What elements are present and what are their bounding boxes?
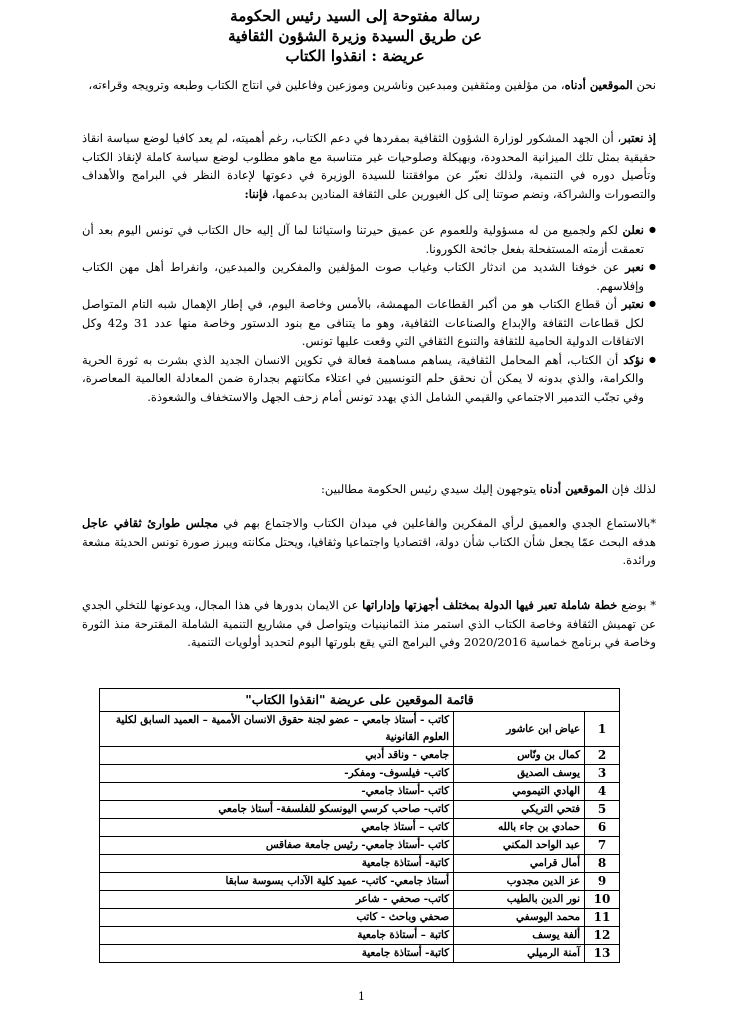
signer-description: كاتبة- أستاذة جامعية [100,855,454,873]
row-number: 10 [585,891,620,909]
signer-description: كاتب -أستاذ جامعي- [100,783,454,801]
table-row [100,855,620,873]
signers-table [99,688,620,963]
signer-name: فتحي التريكي [454,801,585,819]
table-caption-row [100,689,620,712]
signer-name: آمنة الرميلي [454,945,585,963]
list-item [82,221,656,258]
document-header [120,6,590,66]
bullet-keyword: نعتبر [621,297,645,311]
bullet-keyword: نعلن [622,223,644,237]
signer-name: عز الدين مجدوب [454,873,585,891]
row-number: 1 [585,712,620,747]
intro-paragraph [82,76,656,95]
intro-rest: ، من مؤلفين ومثقفين ومبدعين وناشرين وموزعين وفاعلين في انتاج الكتاب وطبعه وترويجه وقراءته، [88,78,565,92]
table-row [100,801,620,819]
demand1-text-after: هدفه البحث عمّا يجعل شأن الكتاب شأن دولة، اقتصاديا واجتماعيا وثقافيا، ويحتل مكانته ويبرز صورة تونس الحديثة مشعة ورائدة. [82,534,656,567]
signer-description: كاتبة- أستاذة جامعية [100,945,454,963]
demand2-text-after: عن الايمان بدورها في هذا المجال، ويدعونها للتخلي الجدي عن تهميش الثقافة وخاصة الكتاب الذي استمر منذ الثمانينيات ويتواصل في مشاريع التنمية الشاملة المقترحة منذ الثورة وخاصة في برنامج خماسية 2020/2016 وفي البرامج التي يقع بلورتها اليوم لتحديد أولويات التنمية. [82,598,656,649]
signer-name: يوسف الصديق [454,765,585,783]
table-row [100,891,620,909]
signer-name: حمادي بن جاء بالله [454,819,585,837]
signer-description: كاتب- صاحب كرسي اليونسكو للفلسفة- أستاذ جامعي [100,801,454,819]
intro-lead: نحن [636,78,656,92]
signer-name: الهادي التيمومي [454,783,585,801]
signer-name: أمال قرامي [454,855,585,873]
bullet-text: لكم ولجميع من له مسؤولية وللعموم عن عميق حيرتنا واستيائنا لما آل إليه حال الكتاب في تونس اليوم بعد أن تعمقت أزمته المستفحلة بفعل جائحة الكورونا. [82,223,644,256]
row-number: 12 [585,927,620,945]
bullet-text: أن الكتاب، أهم المحامل الثقافية، يساهم مساهمة فعالة في تكوين الانسان الجديد الذي بشرت به ثورة الحرية والكرامة، والذي بدونه لا يمكن أن نحقق حلم التونسيين في اعتلاء مكانتهم بجدارة ضمن المعادلة العالمية المعاصرة، وفي تجنّب التدمير الاجتماعي والقيمي الشامل الذي يهدد تونس أمام زحف الجهل والاستخفاف والشعوذة. [82,352,644,404]
signer-description: أستاذ جامعي- كاتب- عميد كلية الآداب بسوسة سابقا [100,873,454,891]
demands-intro-bold: الموقعين أدناه [539,482,609,496]
table-row [100,927,620,945]
table-row [100,837,620,855]
demand1-bold: مجلس طوارئ ثقافي عاجل [82,516,219,530]
row-number: 13 [585,945,620,963]
bullet-keyword: نعبر [625,260,645,274]
title-line-2: عن طريق السيدة وزيرة الشؤون الثقافية [228,27,482,45]
row-number: 5 [585,801,620,819]
bullet-keyword: نؤكد [623,352,644,367]
signer-description: كاتب- فيلسوف- ومفكر- [100,765,454,783]
signer-description: صحفي وباحث - كاتب [100,909,454,927]
row-number: 9 [585,873,620,891]
signer-name: محمد اليوسفي [454,909,585,927]
row-number: 3 [585,765,620,783]
considering-paragraph [82,129,656,203]
row-number: 6 [585,819,620,837]
signer-name: ألفة يوسف [454,927,585,945]
demand2-bold: خطة شاملة تعبر فيها الدولة بمختلف أجهزتها وإداراتها [362,598,618,612]
signer-description: كاتب - أستاذ جامعي – عضو لجنة حقوق الانسان الأممية – العميد السابق لكلية العلوم القانونية [100,712,454,747]
demands-intro-lead: لذلك فإن [611,482,656,496]
positions-list [82,221,656,406]
demand-comprehensive-plan [82,596,656,652]
signer-description: جامعي - وناقد أدبي [100,747,454,765]
demand1-text-before: *بالاستماع الجدي والعميق لرأي المفكرين والفاعلين في ميدان الكتاب والاجتماع بهم في [223,516,657,530]
bullet-text: عن خوفنا الشديد من اندثار الكتاب وغياب صوت المؤلفين والمفكرين والمبدعين، وانفراط أهل مهن الكتاب وإفلاسهم. [82,260,644,293]
table-row [100,909,620,927]
row-number: 7 [585,837,620,855]
demand-emergency-council [82,514,656,570]
list-item [82,351,656,407]
list-item [82,258,656,295]
table-row [100,712,620,747]
table-row [100,765,620,783]
table-row [100,819,620,837]
signer-name: كمال بن ونّاس [454,747,585,765]
row-number: 4 [585,783,620,801]
intro-bold: الموقعين أدناه [564,78,633,92]
row-number: 2 [585,747,620,765]
considering-bold-end: فإننا: [244,186,269,201]
signer-name: عياض ابن عاشور [454,712,585,747]
table-caption: قائمة الموقعين على عريضة "انقذوا الكتاب" [100,689,620,712]
signer-description: كاتب – أستاذ جامعي [100,819,454,837]
considering-text: ، أن الجهد المشكور لوزارة الشؤون الثقافية بمفردها في دعم الكتاب، رغم أهميته، لم يعد كافيا لوضع سياسة انقاذ حقيقية بمثل تلك الميزانية المحدودة، وبهيكلة وصلوحيات غير متناسبة مع ماهو مطلوب لوضع سياسة كاملة لإنقاذ الكتاب وتأصيل دوره في التنمية، ولذلك نعبّر عن موافقتنا للسيدة الوزيرة في دعوتها لإعادة النظر في البرامج والأهداف والتصورات والشراكة، ونضم صوتنا إلى كل الغيورين على الثقافة المنادين بدعمها، [82,131,656,201]
signer-description: كاتب -أستاذ جامعي- رئيس جامعة صفاقس [100,837,454,855]
signer-name: نور الدين بالطيب [454,891,585,909]
considering-bold-start: إذ نعتبر [621,131,656,145]
row-number: 11 [585,909,620,927]
table-row [100,747,620,765]
table-row [100,783,620,801]
page-number: 1 [358,990,365,1003]
demands-intro [82,480,656,499]
title-line-3: عريضة : انقذوا الكتاب [285,47,425,65]
title-line-1: رسالة مفتوحة إلى السيد رئيس الحكومة [230,7,480,25]
signer-description: كاتبة – أستاذة جامعية [100,927,454,945]
demands-intro-rest: يتوجهون إليك سيدي رئيس الحكومة مطالبين: [321,482,537,496]
list-item [82,295,656,351]
row-number: 8 [585,855,620,873]
signer-description: كاتب- صحفي - شاعر [100,891,454,909]
table-row [100,945,620,963]
signer-name: عبد الواحد المكني [454,837,585,855]
bullet-text: أن قطاع الكتاب هو من أكبر القطاعات المهمشة، بالأمس وخاصة اليوم، في إطار الإهمال شبه التام المتواصل لكل قطاعات الثقافة والإبداع والصناعات الثقافية، وهو ما يتنافى مع بنود الدستور وخاصة منها عدد 31 و42 وكل الاتفاقات الدولية الحامية للثقافة والتنوع الثقافي التي وقعت عليها تونس. [82,297,644,348]
demand2-text-before: * بوضع [621,598,656,612]
table-row [100,873,620,891]
